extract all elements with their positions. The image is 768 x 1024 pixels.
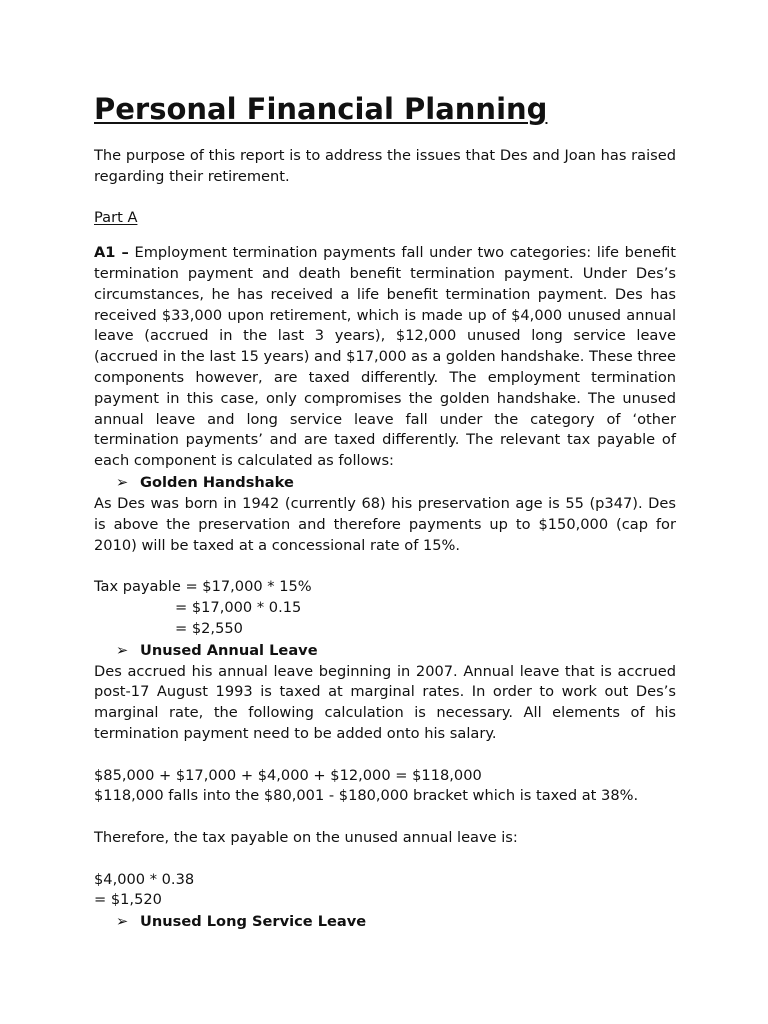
arrow-bullet-icon: ➢ — [116, 913, 129, 931]
intro-paragraph: The purpose of this report is to address the issues that Des and Joan has raised regarding their retirement. — [94, 147, 676, 185]
arrow-bullet-icon: ➢ — [116, 473, 129, 491]
arrow-bullet-icon: ➢ — [116, 641, 129, 659]
document-title: Personal Financial Planning — [94, 92, 548, 126]
golden-handshake-paragraph: As Des was born in 1942 (currently 68) his preservation age is 55 (p347). Des is above the preservation and therefore payments up to $150,000 (cap for 2010) will be taxed at a concessional rate of 15%. — [94, 494, 676, 554]
annual-bracket-line: $118,000 falls into the $80,001 - $180,000 bracket which is taxed at 38%. — [94, 787, 639, 805]
annual-leave-paragraph: Des accrued his annual leave beginning in 2007. Annual leave that is accrued post-17 August 1993 is taxed at marginal rates. In order to work out Des’s marginal rate, the following calculation is necessary. All elements of his termination payment need to be added onto his salary. — [94, 662, 676, 742]
part-a-label: Part A — [94, 209, 138, 227]
a1-label: A1 – — [94, 244, 129, 262]
annual-therefore-line: Therefore, the tax payable on the unused annual leave is: — [94, 828, 518, 846]
long-service-leave-heading — [94, 911, 676, 933]
golden-handshake-label: Golden Handshake — [140, 473, 294, 491]
golden-calc-line-2: = $17,000 * 0.15 — [175, 598, 302, 616]
golden-calc-line-3: = $2,550 — [175, 619, 243, 637]
golden-calc-line-1: Tax payable = $17,000 * 15% — [94, 578, 312, 596]
golden-handshake-heading — [94, 472, 676, 494]
annual-leave-label: Unused Annual Leave — [140, 641, 318, 659]
a1-paragraph — [94, 243, 676, 472]
long-service-leave-label: Unused Long Service Leave — [140, 913, 367, 931]
part-a-heading — [94, 208, 676, 229]
annual-calc-line-2: = $1,520 — [94, 891, 162, 909]
annual-leave-heading — [94, 640, 676, 662]
document-page — [94, 86, 676, 933]
annual-calc-line-1: $4,000 * 0.38 — [94, 870, 195, 888]
a1-text: Employment termination payments fall under two categories: life benefit termination payment and death benefit termination payment. Under Des’s circumstances, he has received a life benefit termination payment. Des has received $33,000 upon retirement, which is made up of $4,000 unused annual leave (accrued in the last 3 years), $12,000 unused long service leave (accrued in the last 15 years) and $17,000 as a golden handshake. These three components however, are taxed differently. The employment termination payment in this case, only compromises the golden handshake. The unused annual leave and long service leave fall under the category of ‘other termination payments’ and are taxed differently. The relevant tax payable of each component is calculated as follows: — [94, 244, 677, 470]
annual-sum-line: $85,000 + $17,000 + $4,000 + $12,000 = $118,000 — [94, 766, 482, 784]
